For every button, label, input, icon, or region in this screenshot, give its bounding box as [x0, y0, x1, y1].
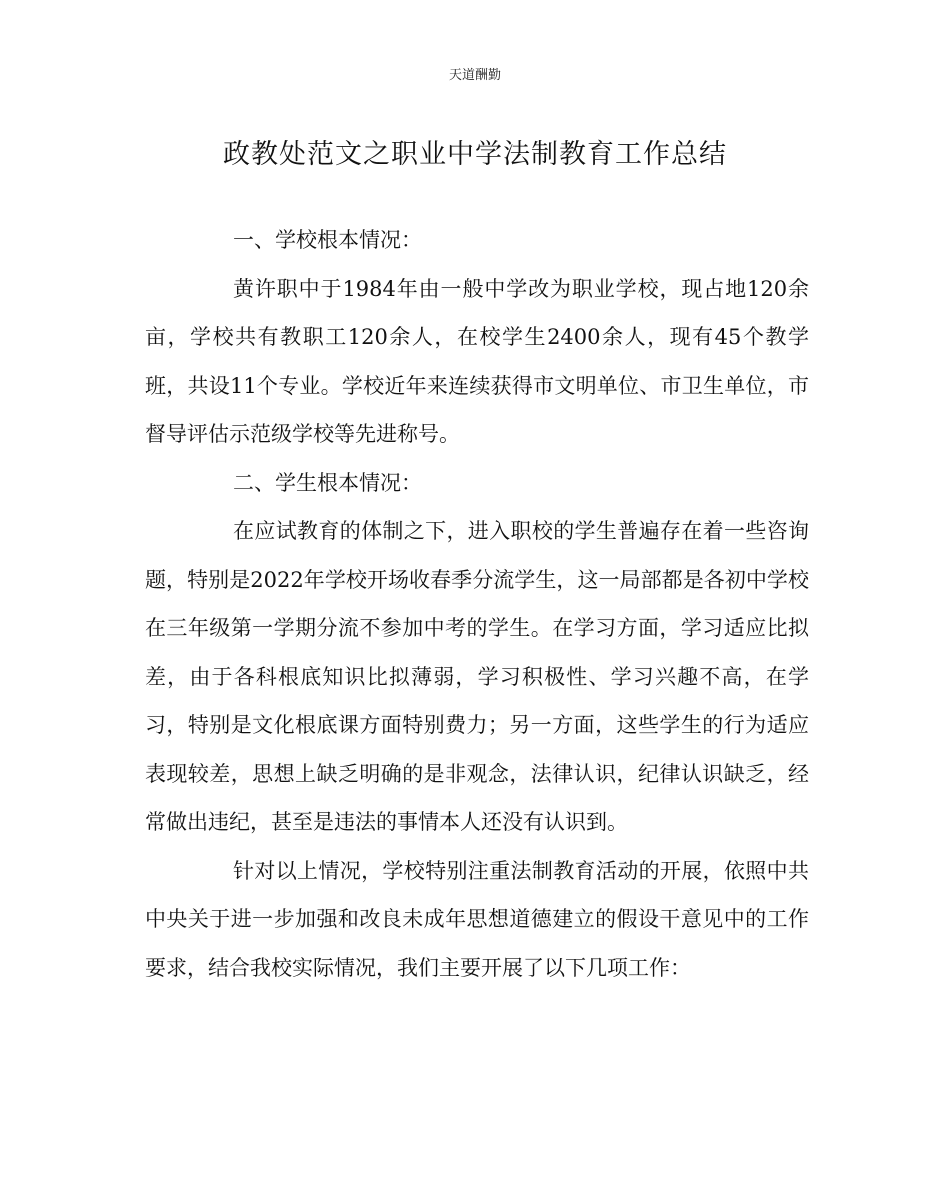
- section-heading-students: 二、学生根本情况：: [233, 470, 422, 495]
- paragraph-work-intro: 针对以上情况，学校特别注重法制教育活动的开展，依照中共中央关于进一步加强和改良未成年思想道德建立的假设干意见中的工作要求，结合我校实际情况，我们主要开展了以下几项工作：: [145, 858, 809, 980]
- document-title: 政教处范文之职业中学法制教育工作总结: [223, 139, 727, 170]
- paragraph-student-info: 在应试教育的体制之下，进入职校的学生普遍存在着一些咨询题，特别是2022年学校开场收春季分流学生，这一局部都是各初中学校在三年级第一学期分流不参加中考的学生。在学习方面，学习适应比拟差，由于各科根底知识比拟薄弱，学习积极性、学习兴趣不高，在学习，特别是文化根底课方面特别费力；另一方面，这些学生的行为适应表现较差，思想上缺乏明确的是非观念，法律认识，纪律认识缺乏，经常做出违纪，甚至是违法的事情本人还没有认识到。: [145, 519, 809, 834]
- document-body: [145, 216, 809, 992]
- section-heading-school: 一、学校根本情况：: [233, 228, 422, 252]
- paragraph-school-info: 黄许职中于1984年由一般中学改为职业学校，现占地120余亩，学校共有教职工120余人，在校学生2400余人，现有45个教学班，共设11个专业。学校近年来连续获得市文明单位、市卫生单位，市督导评估示范级学校等先进称号。: [145, 276, 809, 446]
- page-header: 天道酬勤: [448, 68, 501, 83]
